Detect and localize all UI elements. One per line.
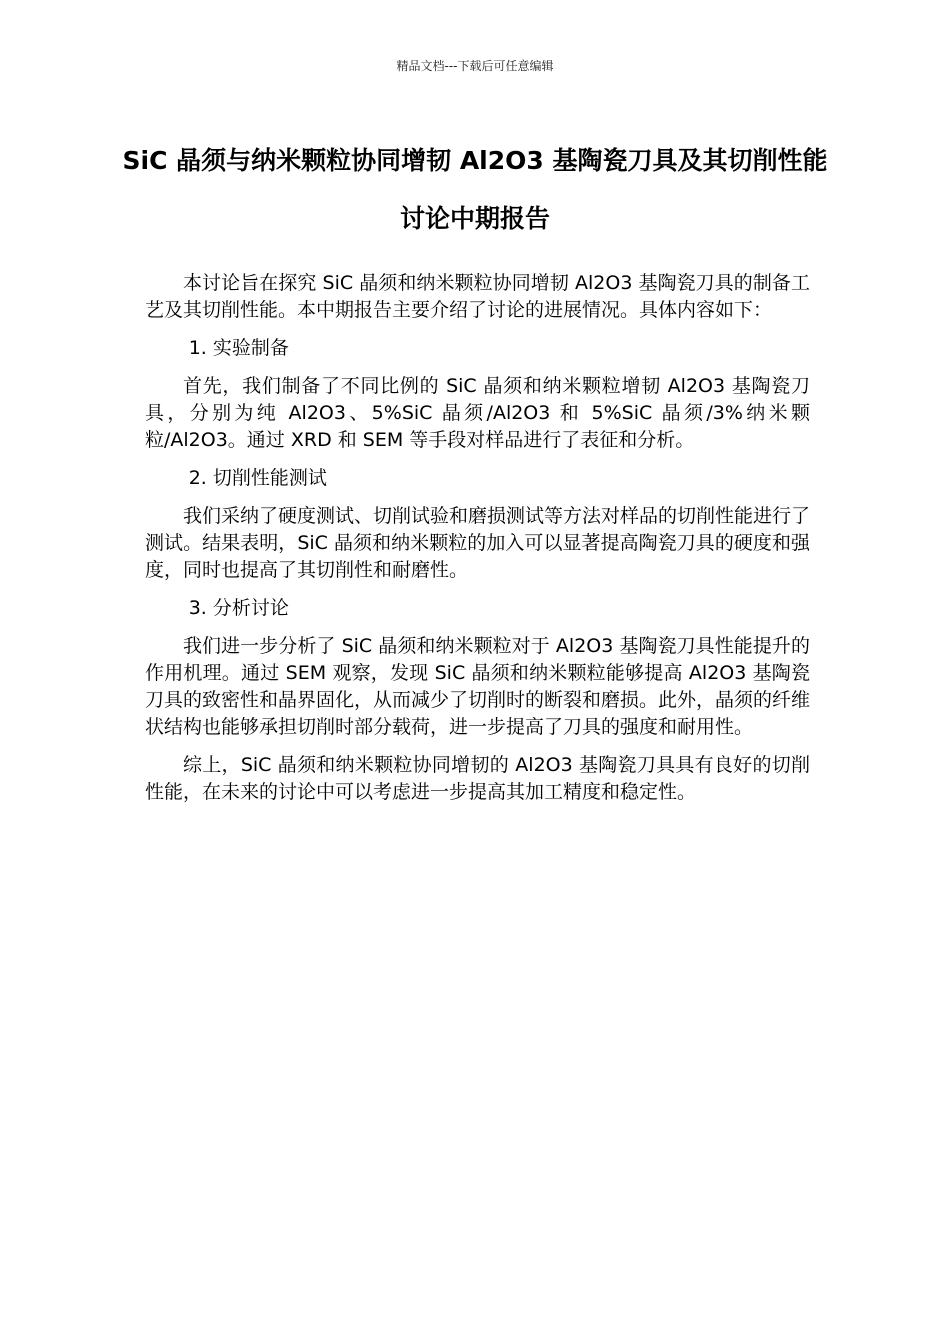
conclusion-paragraph: 综上，SiC 晶须和纳米颗粒协同增韧的 Al2O3 基陶瓷刀具具有良好的切削性能，在未来的讨论中可以考虑进一步提高其加工精度和稳定性。 [145, 754, 810, 803]
section-heading-cutting-test: 2. 切削性能测试 [188, 467, 327, 489]
document-title: SiC 晶须与纳米颗粒协同增韧 Al2O3 基陶瓷刀具及其切削性能讨论中期报告 [122, 146, 828, 233]
section-heading-analysis: 3. 分析讨论 [188, 597, 289, 619]
document-body [145, 270, 810, 817]
section-text-analysis: 我们进一步分析了 SiC 晶须和纳米颗粒对于 Al2O3 基陶瓷刀具性能提升的作用机理。通过 SEM 观察，发现 SiC 晶须和纳米颗粒能够提高 Al2O3 基陶瓷刀具的致密性和晶界固化，从而减少了切削时的断裂和磨损。此外，晶须的纤维状结构也能够承担切削时部分载荷，进一步提高了刀具的强度和耐用性。 [145, 635, 811, 738]
section-text-cutting-test: 我们采纳了硬度测试、切削试验和磨损测试等方法对样品的切削性能进行了测试。结果表明，SiC 晶须和纳米颗粒的加入可以显著提高陶瓷刀具的硬度和强度，同时也提高了其切削性和耐磨性。 [145, 505, 811, 581]
section-heading-preparation: 1. 实验制备 [188, 337, 289, 359]
intro-paragraph: 本讨论旨在探究 SiC 晶须和纳米颗粒协同增韧 Al2O3 基陶瓷刀具的制备工艺及其切削性能。本中期报告主要介绍了讨论的进展情况。具体内容如下： [145, 272, 810, 321]
section-text-preparation: 首先，我们制备了不同比例的 SiC 晶须和纳米颗粒增韧 Al2O3 基陶瓷刀具，分别为纯 Al2O3、5%SiC 晶须/Al2O3 和 5%SiC 晶须/3%纳米颗粒/Al2O3。通过 XRD 和 SEM 等手段对样品进行了表征和分析。 [145, 375, 810, 451]
page-header: 精品文档---下载后可任意编辑 [396, 59, 554, 73]
